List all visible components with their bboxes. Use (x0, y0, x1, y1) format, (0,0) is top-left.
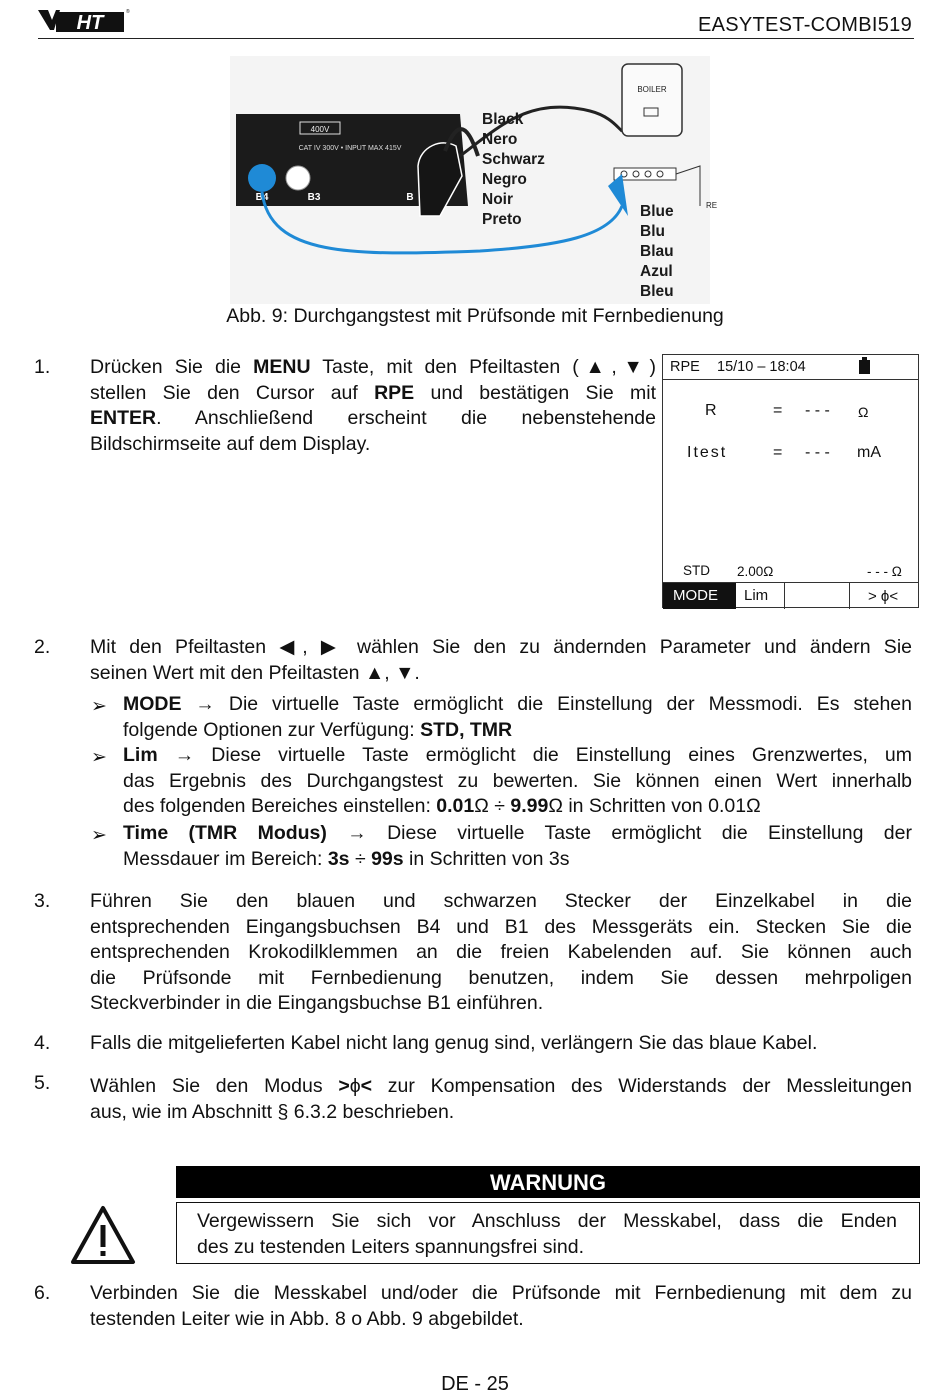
svg-text:RE: RE (706, 201, 718, 210)
current-value: - - - (805, 444, 830, 461)
step-number: 6. (34, 1282, 51, 1304)
page-number: DE - 25 (441, 1373, 509, 1395)
softkey-bar (663, 582, 918, 609)
step-number: 3. (34, 890, 51, 912)
document-model-title: EASYTEST-COMBI519 (697, 14, 912, 36)
ht-logo (38, 6, 130, 34)
figure-caption: Abb. 9: Durchgangstest mit Prüfsonde mit Fernbedienung (226, 305, 724, 327)
screen-header (663, 355, 918, 380)
limit-value: 2.00Ω (737, 564, 774, 579)
resistance-equals: = (773, 402, 783, 419)
zero-softkey-label: > ϕ< (868, 588, 899, 605)
step-number: 5. (34, 1072, 51, 1094)
step-1-line: Bildschirmseite auf dem Display. (90, 432, 371, 455)
svg-text:Schwarz: Schwarz (482, 151, 545, 168)
svg-text:Negro: Negro (482, 171, 527, 188)
current-equals: = (773, 444, 783, 461)
resistance-value: - - - (805, 402, 830, 419)
lim-softkey[interactable] (736, 583, 785, 609)
resistance-unit: Ω (858, 404, 869, 420)
step-2-line: Mit den Pfeiltasten ◀, ▶ wählen Sie den zu ändernden Parameter und ändern Sie (90, 636, 912, 658)
lim-softkey-label: Lim (744, 587, 769, 604)
svg-text:Blue: Blue (640, 203, 674, 220)
warning-line: Vergewissern Sie sich vor Anschluss der Messkabel, dass die Enden (197, 1210, 897, 1232)
step-1-line: stellen Sie den Cursor auf RPE und bestätigen Sie mit (90, 381, 657, 404)
socket-b4 (248, 164, 276, 192)
step-number: 4. (34, 1032, 51, 1054)
warning-title: WARNUNG (176, 1166, 920, 1198)
bullet-arrow-icon: ➢ (91, 696, 107, 717)
svg-text:®: ® (126, 9, 130, 15)
svg-text:Nero: Nero (482, 131, 518, 148)
warning-box (176, 1202, 920, 1264)
svg-text:Blau: Blau (640, 243, 674, 260)
svg-text:Black: Black (482, 111, 524, 128)
logo-text: HT (76, 12, 104, 34)
warning-line: des zu testenden Leiters spannungsfrei sind. (197, 1235, 585, 1258)
step-5-text: Wählen Sie den Modus >ϕ< zur Kompensation des Widerstands der Messleitungen aus, wie im Abschnitt § 6.3.2 beschrieben. (90, 1075, 912, 1123)
screen-function: RPE (670, 359, 700, 375)
step-4-text: Falls die mitgelieferten Kabel nicht lang genug sind, verlängern Sie das blaue Kabel. (90, 1032, 818, 1054)
svg-text:Bleu: Bleu (640, 283, 674, 300)
mode-softkey[interactable] (663, 583, 736, 609)
svg-text:Blu: Blu (640, 223, 665, 240)
screen-datetime: 15/10 – 18:04 (717, 359, 806, 375)
battery-icon (859, 360, 870, 374)
result-value: - - - Ω (867, 564, 902, 579)
mode-softkey-label: MODE (673, 587, 718, 604)
svg-text:B4: B4 (255, 192, 269, 203)
zero-softkey[interactable] (849, 583, 920, 609)
step-2-text (90, 635, 912, 686)
svg-text:CAT IV 300V • INPUT MAX 415V: CAT IV 300V • INPUT MAX 415V (298, 145, 402, 152)
bullet-arrow-icon: ➢ (91, 825, 107, 846)
resistance-label: R (705, 402, 717, 419)
svg-text:B3: B3 (307, 192, 321, 203)
svg-text:Noir: Noir (482, 191, 513, 208)
step-number: 2. (34, 636, 51, 658)
step-1-line: Drücken Sie die MENU Taste, mit den Pfeiltasten (▲,▼) (90, 356, 656, 378)
svg-text:Preto: Preto (482, 211, 522, 228)
current-unit: mA (857, 444, 881, 461)
svg-text:B: B (406, 192, 414, 203)
svg-text:Azul: Azul (640, 263, 673, 280)
step-6-text: Verbinden Sie die Messkabel und/oder die Prüfsonde mit Fernbedienung mit dem zu testenden Leiter wie in Abb. 8 o Abb. 9 abgebildet. (90, 1282, 912, 1330)
connection-figure (230, 56, 718, 304)
time-bullet: Time (TMR Modus) → Diese virtuelle Taste ermöglicht die Einstellung der Messdauer im Bereich: 3s ÷ 99s in Schritten von 3s (123, 822, 912, 870)
step-2-line: seinen Wert mit den Pfeiltasten ▲, ▼. (90, 661, 420, 684)
warning-triangle-icon (70, 1205, 136, 1265)
step-3-text: Führen Sie den blauen und schwarzen Stecker der Einzelkabel in die entsprechenden Eingangsbuchsen B4 und B1 des Messgeräts ein. Stecken Sie die entsprechenden Krokodilklemmen an die freien Kabelenden auf. Sie können auch die Prüfsonde mit Fernbedienung benutzen, indem Sie dessen mehrpoligen Steckverbinder in die Eingangsbuchse B1 einführen. (90, 890, 912, 1014)
bullet-arrow-icon: ➢ (91, 747, 107, 768)
mode-bullet: MODE → Die virtuelle Taste ermöglicht die Einstellung der Messmodi. Es stehen folgende Optionen zur Verfügung: STD, TMR (123, 693, 912, 741)
step-1-line: ENTER. Anschließend erscheint die nebenstehende (90, 407, 656, 429)
svg-text:BOILER: BOILER (637, 85, 667, 94)
step-number: 1. (34, 356, 51, 378)
lim-bullet: Lim → Diese virtuelle Taste ermöglicht die Einstellung eines Grenzwertes, um das Ergebnis des Durchgangstest zu bewerten. Sie können einen Wert innerhalb des folgenden Bereiches einstellen: 0.01Ω ÷ 9.99Ω in Schritten von 0.01Ω (123, 744, 913, 817)
svg-text:400V: 400V (310, 125, 330, 134)
mode-value: STD (683, 563, 710, 578)
device-screen (662, 354, 919, 608)
boiler (622, 64, 682, 136)
header-rule (38, 38, 914, 39)
step-1-text (90, 355, 656, 457)
current-label: Itest (687, 444, 728, 461)
socket-b3 (286, 166, 310, 190)
